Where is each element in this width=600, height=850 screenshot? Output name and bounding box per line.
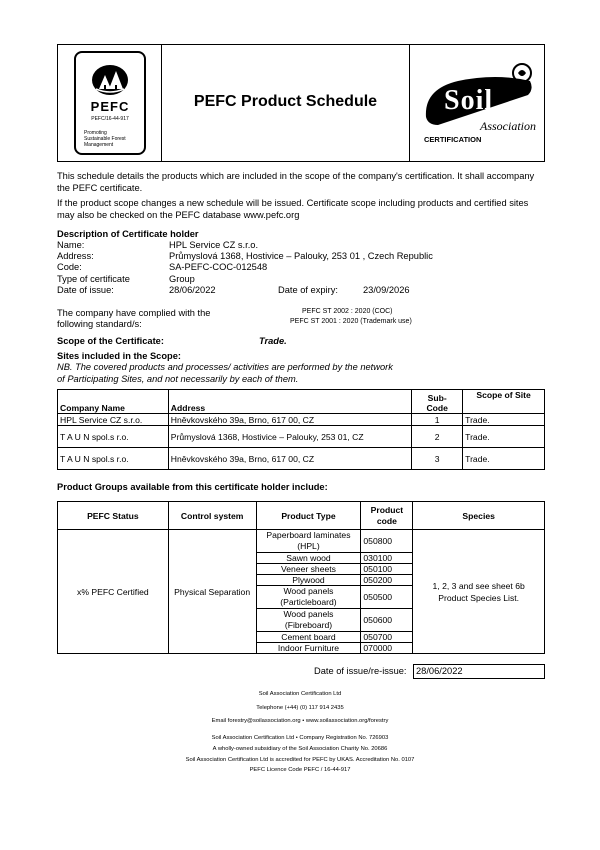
product-code: 030100 — [361, 553, 413, 564]
tagline-line: Management — [84, 142, 114, 148]
standards-label-line2: following standard/s: — [57, 319, 142, 329]
holder-issue-value: 28/06/2022 — [169, 285, 216, 295]
site-subcode: 1 — [412, 414, 463, 426]
holder-code-value: SA-PEFC-COC-012548 — [169, 262, 268, 272]
intro-paragraph-2: If the product scope changes a new schedule will be issued. Certificate scope including products and certified sites may also be checked on the PEFC database www.pefc.org — [57, 198, 529, 220]
col-product-code — [361, 502, 413, 530]
table-row — [58, 448, 545, 470]
species-line: 1, 2, 3 and see sheet 6b — [432, 580, 525, 591]
holder-name-label: Name: — [57, 240, 85, 250]
table-row — [58, 414, 545, 426]
holder-address-label: Address: — [57, 251, 94, 261]
product-type-line: Wood panels — [283, 609, 334, 619]
table-header-row — [58, 390, 545, 414]
holder-type-value: Group — [169, 274, 195, 284]
subcode-header-line: Code — [426, 403, 448, 413]
pefc-logo — [74, 51, 146, 155]
holder-address-value: Průmyslová 1368, Hostivice – Palouky, 253 01 , Czech Republic — [169, 251, 433, 261]
product-code: 050100 — [361, 564, 413, 575]
col-species: Species — [413, 502, 545, 530]
sites-heading: Sites included in the Scope: — [57, 351, 181, 361]
soil-logo-sub: CERTIFICATION — [424, 135, 482, 144]
standard-1: PEFC ST 2002 : 2020 (COC) — [302, 308, 393, 315]
table-header-row — [58, 502, 545, 530]
sites-table — [57, 389, 545, 470]
footer-accreditation: Soil Association Certification Ltd is accredited for PEFC by UKAS. Accreditation No. 0107 — [185, 757, 415, 763]
header-divider — [409, 45, 410, 161]
soil-association-logo — [418, 59, 538, 149]
site-scope: Trade. — [463, 448, 545, 470]
product-code: 050500 — [361, 586, 413, 609]
footer-licence: PEFC Licence Code PEFC / 16-44-917 — [249, 767, 351, 773]
product-type: Indoor Furniture — [256, 643, 361, 654]
tagline-line: Sustainable Forest — [84, 136, 126, 142]
soil-logo-word: Soil — [444, 85, 494, 116]
product-type-line: (Fibreboard) — [284, 620, 333, 630]
footer-company: Soil Association Certification Ltd — [258, 691, 342, 697]
header-box — [57, 44, 545, 162]
subcode-header-line: Sub- — [427, 393, 447, 403]
col-subcode — [412, 390, 463, 414]
sites-note-line2: of Participating Sites, and not necessarily by each of them. — [57, 374, 299, 384]
species-cell — [413, 530, 545, 654]
product-type: Cement board — [256, 632, 361, 643]
site-scope: Trade. — [463, 414, 545, 426]
site-company: T A U N spol.s r.o. — [58, 448, 169, 470]
footer-email: Email forestry@soilassociation.org • www.soilassociation.org/forestry — [211, 718, 389, 724]
products-table — [57, 501, 545, 654]
product-code: 050800 — [361, 530, 413, 553]
col-address: Address — [168, 390, 411, 414]
scope-label: Scope of the Certificate: — [57, 336, 164, 346]
footer-telephone: Telephone (+44) (0) 117 914 2435 — [256, 705, 344, 711]
site-address: Hněvkovského 39a, Brno, 617 00, CZ — [168, 414, 411, 426]
tagline-line: Promoting — [84, 130, 107, 136]
product-code: 050200 — [361, 575, 413, 586]
product-type: Veneer sheets — [256, 564, 361, 575]
site-address: Průmyslová 1368, Hostivice – Palouky, 253 01, CZ — [168, 426, 411, 448]
col-scope-of-site: Scope of Site — [463, 390, 545, 414]
pefc-status-cell: x% PEFC Certified — [58, 530, 169, 654]
col-company-name: Company Name — [58, 390, 169, 414]
product-code: 070000 — [361, 643, 413, 654]
product-code: 050600 — [361, 609, 413, 632]
product-type-line: (HPL) — [297, 541, 320, 551]
standard-2: PEFC ST 2001 : 2020 (Trademark use) — [290, 318, 412, 325]
site-subcode: 3 — [412, 448, 463, 470]
product-type-line: (Particleboard) — [280, 597, 337, 607]
product-type — [256, 609, 361, 632]
site-subcode: 2 — [412, 426, 463, 448]
product-code: 050700 — [361, 632, 413, 643]
product-type — [256, 586, 361, 609]
col-control-system: Control system — [168, 502, 256, 530]
col-product-type: Product Type — [256, 502, 361, 530]
site-company: T A U N spol.s r.o. — [58, 426, 169, 448]
holder-name-value: HPL Service CZ s.r.o. — [169, 240, 259, 250]
page-title: PEFC Product Schedule — [193, 93, 378, 110]
holder-type-label: Type of certificate — [57, 274, 130, 284]
col-pefc-status: PEFC Status — [58, 502, 169, 530]
site-company: HPL Service CZ s.r.o. — [58, 414, 169, 426]
scope-value: Trade. — [259, 336, 287, 346]
control-system-cell: Physical Separation — [168, 530, 256, 654]
holder-heading: Description of Certificate holder — [57, 229, 199, 239]
table-row — [58, 426, 545, 448]
product-type: Sawn wood — [256, 553, 361, 564]
product-type: Plywood — [256, 575, 361, 586]
products-heading: Product Groups available from this certificate holder include: — [57, 482, 328, 492]
site-address: Hněvkovského 39a, Brno, 617 00, CZ — [168, 448, 411, 470]
code-header-line: Product — [370, 504, 404, 515]
product-type-line: Wood panels — [283, 586, 334, 596]
pefc-tree-icon — [90, 63, 130, 97]
reissue-value-box — [413, 664, 545, 679]
holder-expiry-label: Date of expiry: — [278, 285, 338, 295]
intro-paragraph-1: This schedule details the products which are included in the scope of the company's certification. It shall accompany the PEFC certificate. — [57, 171, 535, 193]
holder-code-label: Code: — [57, 262, 82, 272]
code-header-line: code — [376, 515, 397, 526]
product-type — [256, 530, 361, 553]
footer-subsidiary: A wholly-owned subsidiary of the Soil Association Charity No. 20686 — [212, 746, 388, 752]
table-row — [58, 530, 545, 553]
product-type-line: Paperboard laminates — [266, 530, 351, 540]
pefc-logo-word: PEFC — [90, 99, 130, 114]
site-scope: Trade. — [463, 426, 545, 448]
pefc-logo-tagline — [84, 130, 144, 148]
standards-label-line1: The company have complied with the — [57, 308, 211, 318]
footer-registration: Soil Association Certification Ltd • Company Registration No. 726903 — [211, 735, 389, 741]
holder-expiry-value: 23/09/2026 — [363, 285, 410, 295]
sites-note-line1: NB. The covered products and processes/ activities are performed by the network — [57, 362, 393, 372]
pefc-logo-code: PEFC/16-44-917 — [91, 116, 129, 122]
holder-issue-label: Date of issue: — [57, 285, 114, 295]
reissue-label: Date of issue/re-issue: — [314, 666, 407, 676]
reissue-value: 28/06/2022 — [416, 666, 463, 676]
soil-logo-script: Association — [480, 119, 536, 133]
species-line: Product Species List. — [438, 592, 520, 603]
